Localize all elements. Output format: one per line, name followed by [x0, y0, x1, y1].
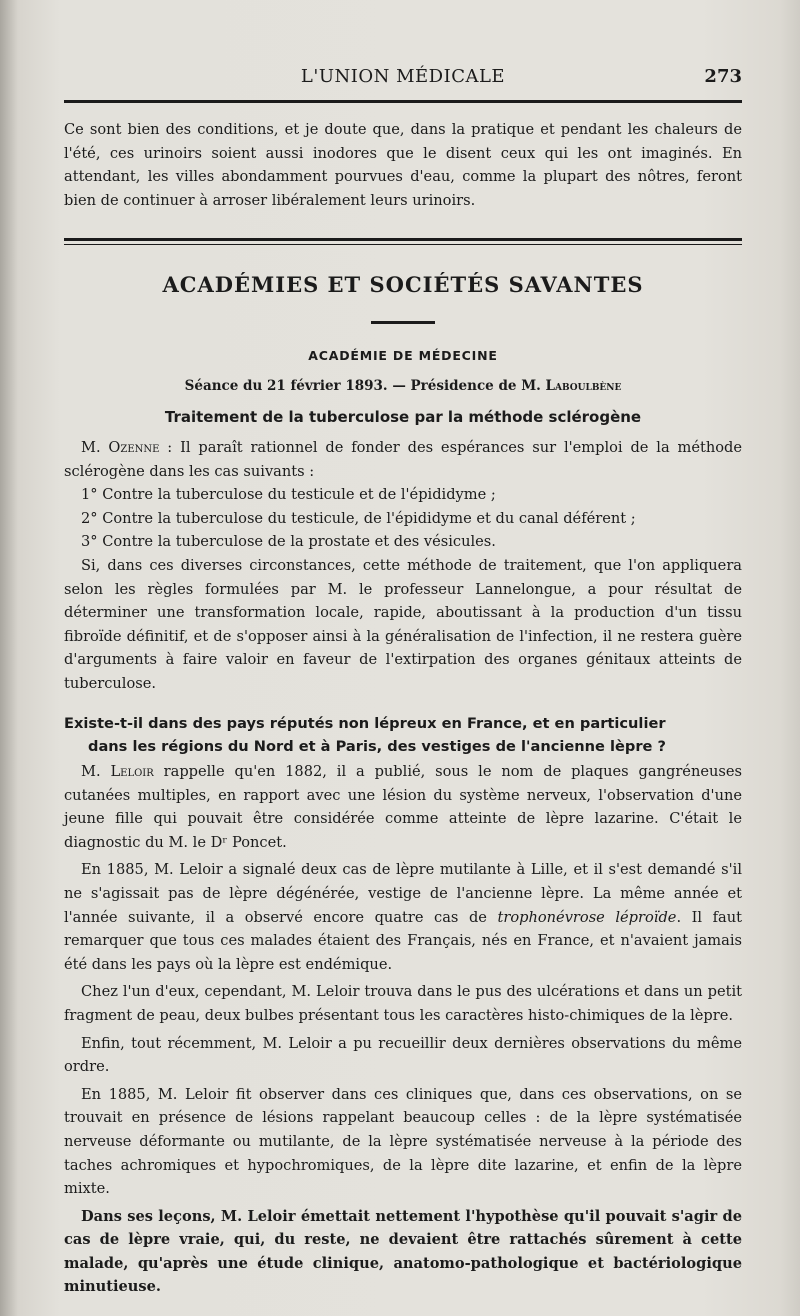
topic2-paragraph-6: Dans ses leçons, M. Leloir émettait nettement l'hypothèse qu'il pouvait s'agir de cas de lèpre vraie, qui, du reste, ne devaient être rattachés sûrement à cette malade, qu'après une étude clinique, anatomo-pathologique et bactériologique minutieuse.	[64, 1207, 742, 1296]
intro-paragraph: Ce sont bien des conditions, et je doute que, dans la pratique et pendant les chaleurs de l'été, ces urinoirs soient aussi inodores que le disent ceux qui les ont imaginés. En attendant, les villes abondamment pourvues d'eau, comme la plupart des nôtres, feront bien de continuer à arroser libéralement leurs urinoirs.	[64, 121, 742, 209]
session-text: Séance du 21 février 1893. — Présidence de M.	[184, 378, 546, 394]
topic2-p1-text: rappelle qu'en 1882, il a publié, sous le nom de plaques gangréneuses cutanées multiples, en rapport avec une lésion du système nerveux, l'observation d'une jeune fille qui pouvait être considérée comme atteinte de lèpre lazarine. C'était le diagnostic du M. le Dʳ Poncet.	[64, 763, 742, 851]
topic2-paragraph-5: En 1885, M. Leloir fit observer dans ces cliniques que, dans ces observations, on se trouvait en présence de lésions rappelant beaucoup celles : de la lèpre systématisée nerveuse déformante ou mutilante, de la lèpre systématisée nerveuse à la période des taches achromiques et hypochromiques, de la lèpre dite lazarine, et enfin de la lèpre mixte.	[64, 1085, 742, 1198]
topic2-title-line2: dans les régions du Nord et à Paris, des vestiges de l'ancienne lèpre ?	[88, 738, 666, 755]
session-line	[64, 378, 742, 394]
list-item: 2° Contre la tuberculose du testicule, de l'épididyme et du canal déférent ;	[81, 509, 636, 527]
topic2-paragraph-3: Chez l'un d'eux, cependant, M. Leloir trouva dans le pus des ulcérations et dans un petit fragment de peau, deux bulbes présentant tous les caractères histo-chimiques de la lèpre.	[64, 983, 742, 1024]
page-header	[64, 66, 742, 90]
topic1-conclusion: Si, dans ces diverses circonstances, cette méthode de traitement, que l'on appliquera selon les règles formulées par M. le professeur Lannelongue, a pour résultat de déterminer une transformation locale, rapide, aboutissant à la production d'un tissu fibroïde définitif, et de s'opposer ainsi à la généralisation de l'infection, il ne restera guère d'arguments à faire valoir en faveur de l'extirpation des organes génitaux atteints de tuberculose.	[64, 556, 742, 692]
topic2-paragraph-2	[64, 858, 742, 976]
topic1-lead-text: : Il paraît rationnel de fonder des espérances sur l'emploi de la méthode sclérogène dans les cas suivants :	[64, 439, 742, 480]
session-president: Laboulbène	[545, 378, 622, 394]
topic2-title	[64, 712, 742, 758]
section-title: ACADÉMIES ET SOCIÉTÉS SAVANTES	[162, 272, 644, 297]
topic2-paragraph-1	[64, 760, 742, 854]
topic1-body	[64, 436, 742, 696]
list-item: 3° Contre la tuberculose de la prostate et des vésicules.	[81, 533, 496, 551]
topic1-lead	[64, 436, 742, 483]
topic2-paragraph-4: Enfin, tout récemment, M. Leloir a pu recueillir deux dernières observations du même ordre.	[64, 1034, 742, 1076]
intro-text	[64, 118, 742, 212]
topic1-title: Traitement de la tuberculose par la méthode sclérogène	[164, 408, 642, 426]
running-title: L'UNION MÉDICALE	[300, 66, 506, 87]
topic2-p2-text-b: . Il faut remarquer que tous ces malades étaient des Français, nés en France, et n'avaient jamais été dans les pays où la lèpre est endémique.	[64, 908, 742, 973]
topic2-p2-italic: trophonévrose léproïde	[497, 908, 677, 926]
subsection-title: ACADÉMIE DE MÉDECINE	[308, 348, 498, 363]
title-underline	[371, 321, 435, 324]
list-item: 1° Contre la tuberculose du testicule et de l'épididyme ;	[81, 486, 496, 504]
header-rule	[64, 100, 742, 103]
section-rule	[64, 238, 742, 245]
speaker-ozenne: M. Ozenne	[81, 439, 160, 456]
topic2-title-line1: Existe-t-il dans des pays réputés non lépreux en France, et en particulier	[64, 715, 666, 732]
topic2-body	[64, 760, 742, 1303]
topic2-p2-text-a: En 1885, M. Leloir a signalé deux cas de lèpre mutilante à Lille, et il s'est demandé s'il ne s'agissait pas de lèpre dégénérée, vestige de l'ancienne lèpre. La même année et l'année suivante, il a observé encore quatre cas de	[64, 861, 742, 926]
speaker-leloir: M. Leloir	[81, 763, 154, 780]
page-number: 273	[704, 66, 742, 87]
